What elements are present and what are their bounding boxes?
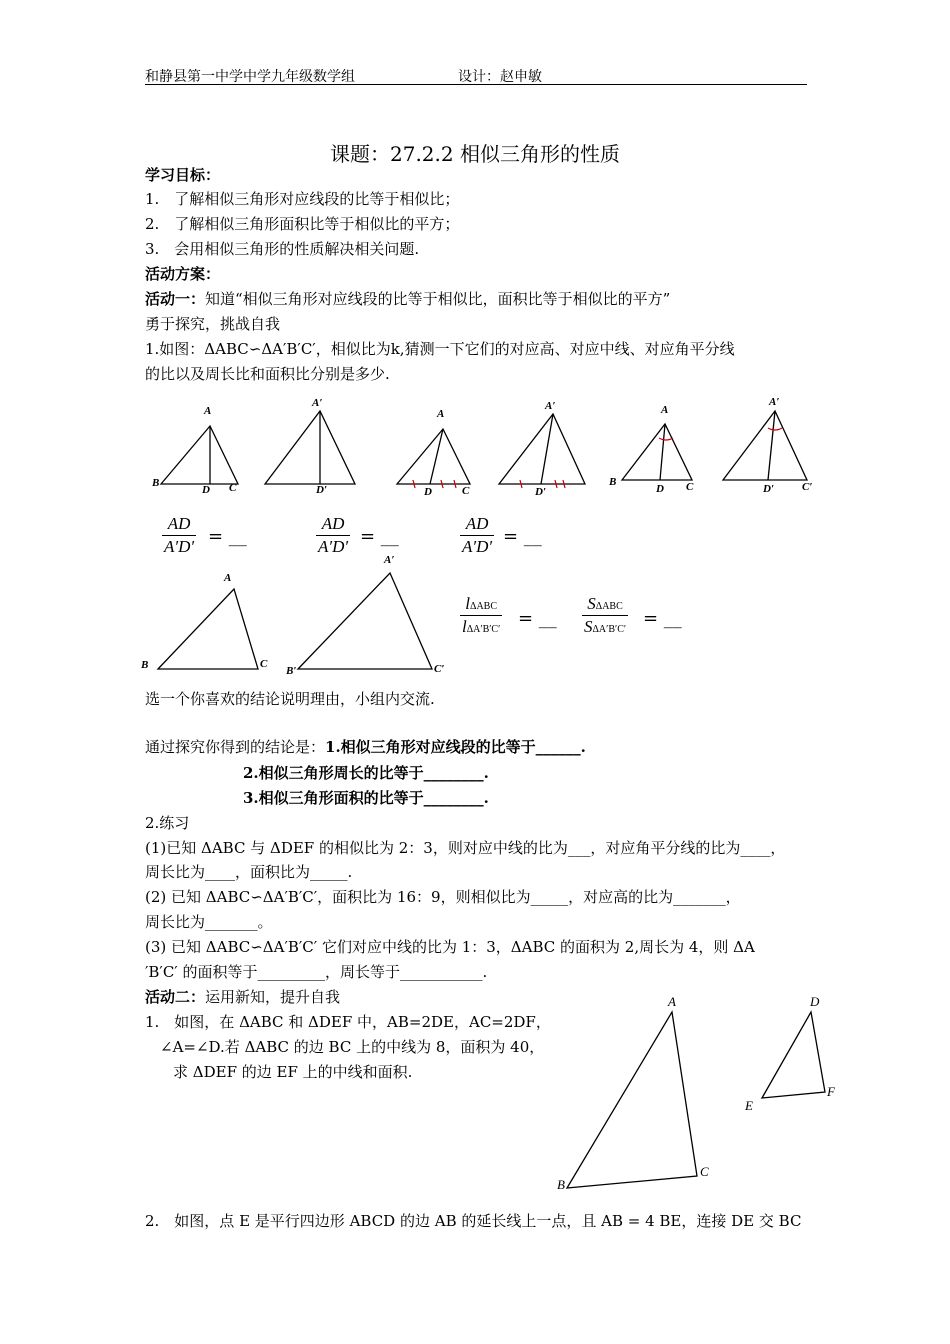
activity2-label: 活动二： <box>145 988 206 1006</box>
triangles-abc-def-figure <box>552 990 842 1195</box>
label-C-prime: C′ <box>802 481 813 493</box>
header-rule <box>145 84 807 85</box>
label-A-prime: A′ <box>769 396 780 408</box>
activity2-q1b: ∠A=∠D.若 ΔABC 的边 BC 上的中线为 8，面积为 40， <box>160 1038 545 1056</box>
label-D-prime: D′ <box>316 484 328 496</box>
activity2-text: 运用新知，提升自我 <box>205 988 341 1006</box>
label-C: C <box>260 658 268 670</box>
practice-1a: (1)已知 ΔABC 与 ΔDEF 的相似比为 2：3，则对应中线的比为___，对应角平分线的比为____， <box>145 839 786 857</box>
conclusion-1: 1.相似三角形对应线段的比等于______. <box>325 738 586 756</box>
similar-triangles-figure <box>138 566 458 681</box>
fraction-blank: = __ <box>360 526 399 547</box>
activity2-line <box>145 986 340 1008</box>
activity1-label: 活动一： <box>145 290 206 308</box>
practice-3a: (3) 已知 ΔABC∽ΔA′B′C′ 它们对应中线的比为 1：3，ΔABC 的面积为 2,周长为 4，则 ΔA <box>145 938 755 956</box>
fraction-blank: = __ <box>503 526 542 547</box>
label-D: D <box>656 483 664 495</box>
label-A-prime: A′ <box>384 554 395 566</box>
label-B: B <box>609 476 617 488</box>
label-F: F <box>827 1084 835 1099</box>
fraction-ad-3 <box>460 514 494 557</box>
perimeter-l: l <box>462 617 467 636</box>
conclusion-intro: 通过探究你得到的结论是： <box>145 738 326 756</box>
label-B: B <box>557 1177 565 1192</box>
perimeter-sub: ΔA′B′C′ <box>466 624 501 635</box>
label-A-prime: A′ <box>312 397 323 409</box>
header-school: 和静县第一中学中学九年级数学组 <box>145 69 355 85</box>
conclusion-line-1 <box>145 736 586 758</box>
label-D: D <box>424 486 432 498</box>
activity2-q1a: 1. 如图，在 ΔABC 和 ΔDEF 中，AB=2DE，AC=2DF， <box>145 1013 551 1031</box>
conclusion-3: 3.相似三角形面积的比等于________. <box>243 789 489 807</box>
label-A: A <box>437 408 445 420</box>
objectives-heading: 学习目标： <box>145 166 221 184</box>
label-A: A <box>661 404 669 416</box>
practice-2a: (2) 已知 ΔABC∽ΔA′B′C′，面积比为 16：9，则相似比为_____，对应高的比为_______， <box>145 888 741 906</box>
label-D-prime: D′ <box>763 483 775 495</box>
fraction-area <box>582 594 628 637</box>
page-title: 课题：27.2.2 相似三角形的性质 <box>330 142 620 166</box>
fraction-denominator: A′D′ <box>318 537 349 556</box>
label-C: C <box>686 481 694 493</box>
label-B: B <box>141 659 149 671</box>
fraction-blank: = __ <box>518 608 557 629</box>
label-C: C <box>700 1164 709 1179</box>
practice-3b: ′B′C′ 的面积等于_________，周长等于___________. <box>145 963 488 981</box>
label-D: D <box>202 484 210 496</box>
fraction-blank: = __ <box>643 608 682 629</box>
label-A-prime: A′ <box>545 400 556 412</box>
label-A: A <box>668 994 676 1009</box>
label-A: A <box>224 572 232 584</box>
fraction-ad-2 <box>316 514 350 557</box>
practice-1b: 周长比为____，面积比为_____. <box>145 863 353 881</box>
fraction-perimeter <box>460 594 502 637</box>
area-sub: ΔA′B′C′ <box>592 624 627 635</box>
objective-item: 3. 会用相似三角形的性质解决相关问题. <box>145 240 420 258</box>
label-B: B <box>152 477 160 489</box>
conclusion-2: 2.相似三角形周长的比等于________. <box>243 764 489 782</box>
fraction-numerator: AD <box>321 514 345 533</box>
triangle-figures-row <box>145 392 825 502</box>
choose-text: 选一个你喜欢的结论说明理由，小组内交流. <box>145 690 435 708</box>
activity1-sub: 勇于探究，挑战自我 <box>145 315 281 333</box>
objective-item: 2. 了解相似三角形面积比等于相似比的平方； <box>145 215 460 233</box>
practice-2b: 周长比为_______。 <box>145 913 273 931</box>
plan-heading: 活动方案： <box>145 265 221 283</box>
fraction-denominator: A′D′ <box>462 537 493 556</box>
fraction-numerator: AD <box>167 514 191 533</box>
label-D: D <box>810 994 820 1009</box>
label-B-prime: B′ <box>286 665 297 677</box>
label-C-prime: C′ <box>434 663 445 675</box>
fraction-blank: = __ <box>208 526 247 547</box>
label-D-prime: D′ <box>535 486 547 498</box>
activity1-text: 知道“相似三角形对应线段的比等于相似比，面积比等于相似比的平方” <box>205 290 671 308</box>
fraction-ad-1 <box>162 514 196 557</box>
area-s: S <box>584 617 593 636</box>
area-s: S <box>587 594 596 613</box>
fraction-numerator: AD <box>465 514 489 533</box>
area-sub: ΔABC <box>595 601 623 612</box>
label-E: E <box>745 1098 753 1113</box>
label-C: C <box>462 485 470 497</box>
label-C: C <box>229 482 237 494</box>
activity1-q1-line1: 1.如图：ΔABC∽ΔA′B′C′，相似比为k,猜测一下它们的对应高、对应中线、对应角平分线 <box>145 340 735 358</box>
practice-heading: 2.练习 <box>145 814 190 832</box>
header-designer: 设计：赵申敏 <box>458 69 542 85</box>
activity2-q2: 2. 如图，点 E 是平行四边形 ABCD 的边 AB 的延长线上一点，且 AB = 4 BE，连接 DE 交 BC <box>145 1212 802 1230</box>
activity1-q1-line2: 的比以及周长比和面积比分别是多少. <box>145 365 390 383</box>
fraction-denominator: A′D′ <box>164 537 195 556</box>
perimeter-l: l <box>465 594 471 613</box>
activity2-q1c: 求 ΔDEF 的边 EF 上的中线和面积. <box>173 1063 413 1081</box>
perimeter-sub: ΔABC <box>470 601 498 612</box>
objective-item: 1. 了解相似三角形对应线段的比等于相似比； <box>145 190 460 208</box>
activity1-line <box>145 288 670 310</box>
label-A: A <box>204 405 212 417</box>
